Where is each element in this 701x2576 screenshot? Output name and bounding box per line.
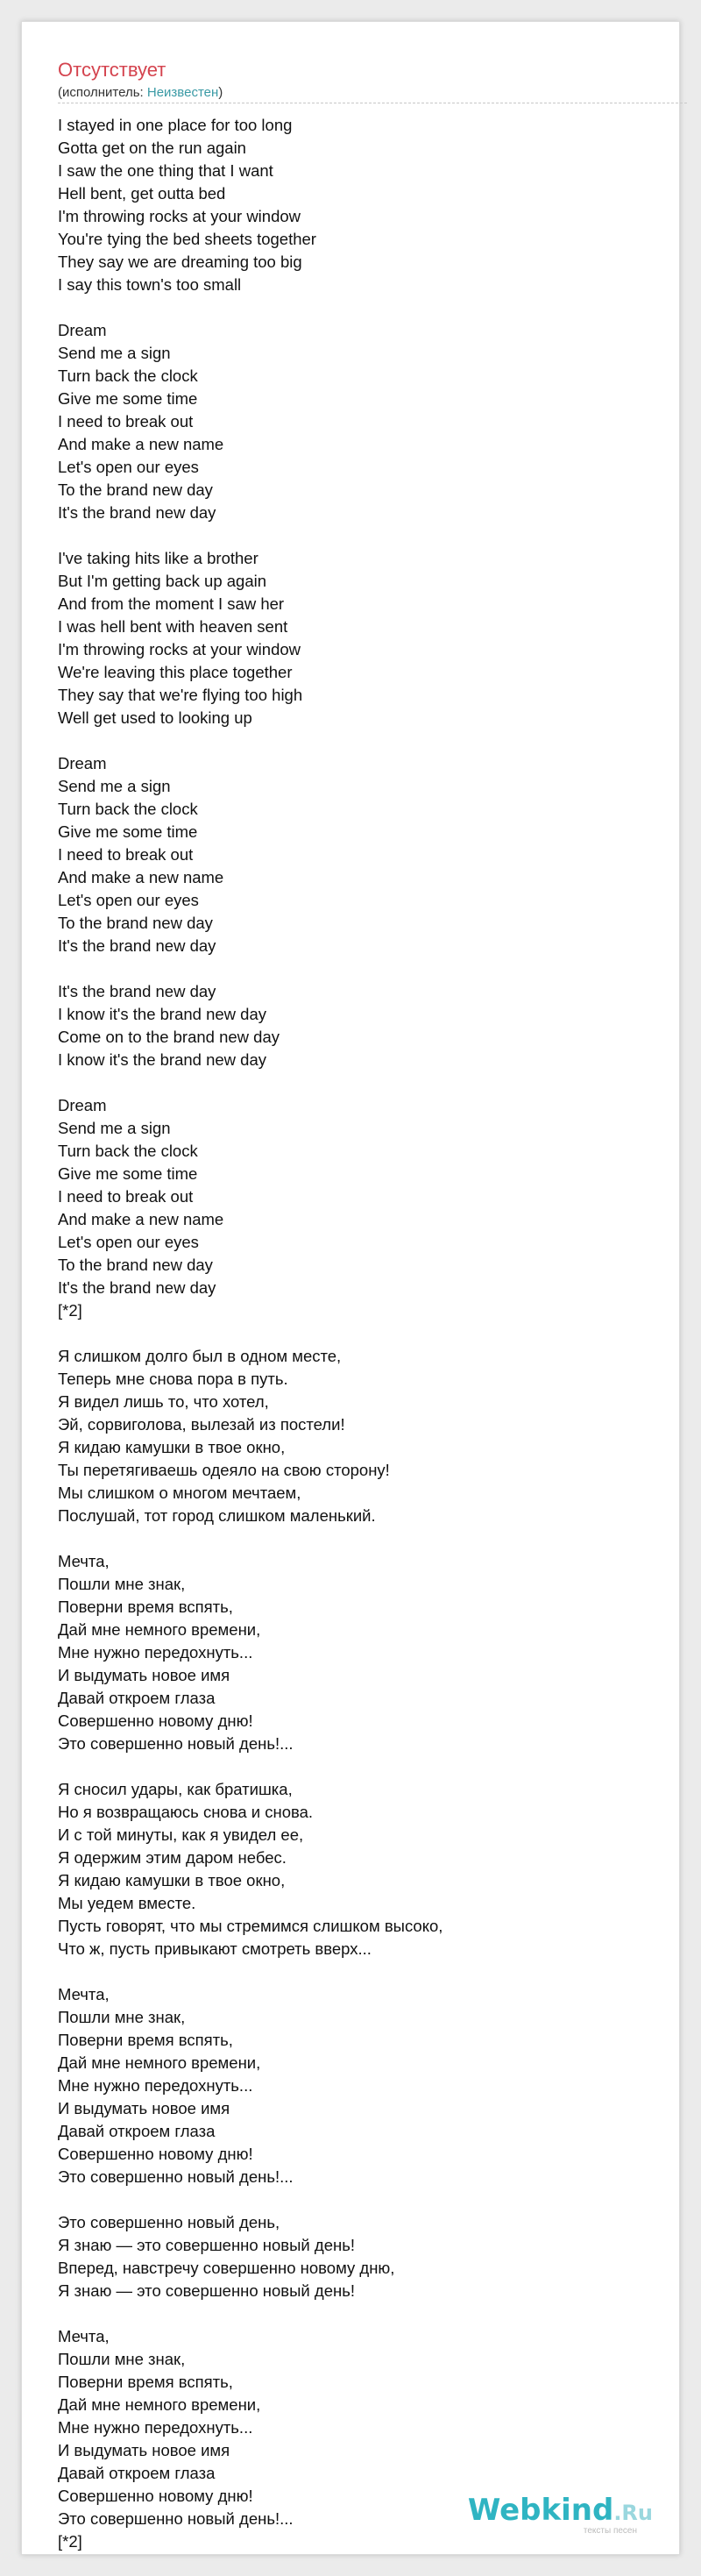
lyric-line: Что ж, пусть привыкают смотреть вверх... [58,1939,372,1958]
stanza-break [58,2302,671,2325]
artist-suffix: ) [218,85,223,100]
lyric-line: I'm throwing rocks at your window [58,207,301,225]
logo-tld: .Ru [613,2501,653,2525]
lyric-line: Совершенно новому дню! [58,2487,253,2505]
lyric-line: Turn back the clock [58,800,198,818]
lyric-line: Это совершенно новый день!... [58,2509,294,2528]
lyric-line: И выдумать новое имя [58,2099,230,2117]
lyric-line: To the brand new day [58,480,213,499]
lyric-line: Я кидаю камушки в твое окно, [58,1438,286,1456]
stanza-break [58,1960,671,1983]
logo-name: Webkind [467,2493,614,2528]
lyric-line: They say we are dreaming too big [58,253,302,271]
lyric-line: I know it's the brand new day [58,1050,266,1069]
artist-link[interactable]: Неизвестен [146,85,219,100]
lyric-line: And make a new name [58,1210,224,1228]
lyric-line: Мне нужно передохнуть... [58,2418,253,2437]
lyric-line: Gotta get on the run again [58,139,246,157]
lyric-line: Мне нужно передохнуть... [58,2076,253,2095]
lyric-line: Поверни время вспять, [58,2031,233,2049]
lyric-line: Я знаю — это совершенно новый день! [58,2236,355,2254]
lyric-line: Мечта, [58,1552,110,1570]
lyric-line: I say this town's too small [58,275,242,294]
stanza-break [58,296,671,319]
lyric-line: [*2] [58,2532,82,2551]
lyric-line: We're leaving this place together [58,663,293,681]
lyric-line: Я сносил удары, как братишка, [58,1780,293,1798]
lyric-line: You're tying the bed sheets together [58,230,316,248]
lyric-line: To the brand new day [58,914,213,932]
lyric-line: I need to break out [58,412,194,431]
lyric-line: Мечта, [58,2327,110,2345]
stanza-break [58,1527,671,1550]
lyric-line: Поверни время вспять, [58,1598,233,1616]
lyric-line: Мечта, [58,1985,110,2003]
lyric-line: Dream [58,1096,107,1114]
lyric-line: I need to break out [58,1187,194,1206]
lyric-line: Дай мне немного времени, [58,2053,261,2072]
lyric-line: Send me a sign [58,344,171,362]
lyric-line: Давай откроем глаза [58,2464,216,2482]
lyric-line: Это совершенно новый день, [58,2213,280,2231]
webkind-logo[interactable] [467,2493,653,2537]
lyric-line: Ты перетягиваешь одеяло на свою сторону! [58,1461,390,1479]
logo-tagline: тексты песен [583,2526,637,2536]
lyric-line: But I'm getting back up again [58,572,267,590]
lyric-line: And make a new name [58,435,224,453]
lyric-line: Теперь мне снова пора в путь. [58,1370,288,1388]
lyric-line: I was hell bent with heaven sent [58,617,288,636]
lyric-line: Давай откроем глаза [58,2122,216,2140]
lyric-line: I need to break out [58,845,194,864]
lyrics-text [58,114,671,2553]
lyric-line: Пошли мне знак, [58,1575,186,1593]
stanza-break [58,1322,671,1345]
lyric-line: To the brand new day [58,1256,213,1274]
lyric-line: It's the brand new day [58,1278,216,1297]
artist-prefix: (исполнитель: [58,85,147,100]
lyric-line: Send me a sign [58,777,171,795]
lyric-line: I know it's the brand new day [58,1005,266,1023]
lyric-line: Совершенно новому дню! [58,2145,253,2163]
lyric-line: And make a new name [58,868,224,886]
lyric-line: Я видел лишь то, что хотел, [58,1392,269,1411]
lyric-line: Give me some time [58,389,198,408]
stanza-break [58,957,671,980]
lyric-line: Я одержим этим даром небес. [58,1848,287,1867]
lyric-line: Я слишком долго был в одном месте, [58,1347,342,1365]
logo-wordmark [468,2493,653,2530]
lyric-line: Дай мне немного времени, [58,2395,261,2414]
lyric-line: I've taking hits like a brother [58,549,258,567]
lyric-line: Come on to the brand new day [58,1028,280,1046]
lyric-line: Dream [58,754,107,772]
lyric-line: Let's open our eyes [58,1233,199,1251]
lyric-line: Give me some time [58,822,198,841]
lyric-line: Пусть говорят, что мы стремимся слишком высоко, [58,1917,443,1935]
lyric-line: Turn back the clock [58,1142,198,1160]
lyric-line: Turn back the clock [58,366,198,385]
lyric-line: Совершенно новому дню! [58,1711,253,1730]
lyric-line: Let's open our eyes [58,891,199,909]
lyric-line: Я кидаю камушки в твое окно, [58,1871,286,1889]
lyric-line: Мы слишком о многом мечтаем, [58,1484,301,1502]
lyric-line: Пошли мне знак, [58,2350,186,2368]
lyric-line: Дай мне немного времени, [58,1620,261,1639]
lyric-line: Мне нужно передохнуть... [58,1643,253,1662]
lyric-line: They say that we're flying too high [58,686,303,704]
lyric-line: Поверни время вспять, [58,2373,233,2391]
stanza-break [58,729,671,752]
stanza-break [58,2188,671,2211]
lyric-line: Эй, сорвиголова, вылезай из постели! [58,1415,345,1434]
lyric-line: I stayed in one place for too long [58,116,293,134]
lyric-line: Пошли мне знак, [58,2008,186,2026]
song-title: Отсутствует [58,59,166,81]
lyric-line: И с той минуты, как я увидел ее, [58,1825,304,1844]
lyric-line: Dream [58,321,107,339]
lyric-line: It's the brand new day [58,936,216,955]
stanza-break [58,1755,671,1778]
lyric-line: Это совершенно новый день!... [58,2167,294,2186]
lyrics-card [21,21,680,2555]
lyric-line: Мы уедем вместе. [58,1894,196,1912]
lyric-line: And from the moment I saw her [58,594,285,613]
lyric-line: Вперед, навстречу совершенно новому дню, [58,2259,395,2277]
lyric-line: Hell bent, get outta bed [58,184,226,203]
lyric-line: Это совершенно новый день!... [58,1734,294,1753]
lyric-line: It's the brand new day [58,503,216,522]
stanza-break [58,524,671,547]
artist-line [58,85,223,101]
stanza-break [58,1071,671,1094]
lyric-line: Послушай, тот город слишком маленький. [58,1506,376,1525]
lyric-line: Let's open our eyes [58,458,199,476]
lyric-line: И выдумать новое имя [58,2441,230,2459]
lyric-line: Send me a sign [58,1119,171,1137]
lyric-line: Well get used to looking up [58,708,252,727]
lyric-line: И выдумать новое имя [58,1666,230,1684]
lyric-line: It's the brand new day [58,982,216,1000]
lyric-line: Давай откроем глаза [58,1689,216,1707]
lyric-line: I'm throwing rocks at your window [58,640,301,658]
lyric-line: [*2] [58,1301,82,1320]
lyric-line: Give me some time [58,1164,198,1183]
lyric-line: I saw the one thing that I want [58,161,273,180]
lyric-line: Но я возвращаюсь снова и снова. [58,1803,314,1821]
lyric-line: Я знаю — это совершенно новый день! [58,2281,355,2300]
